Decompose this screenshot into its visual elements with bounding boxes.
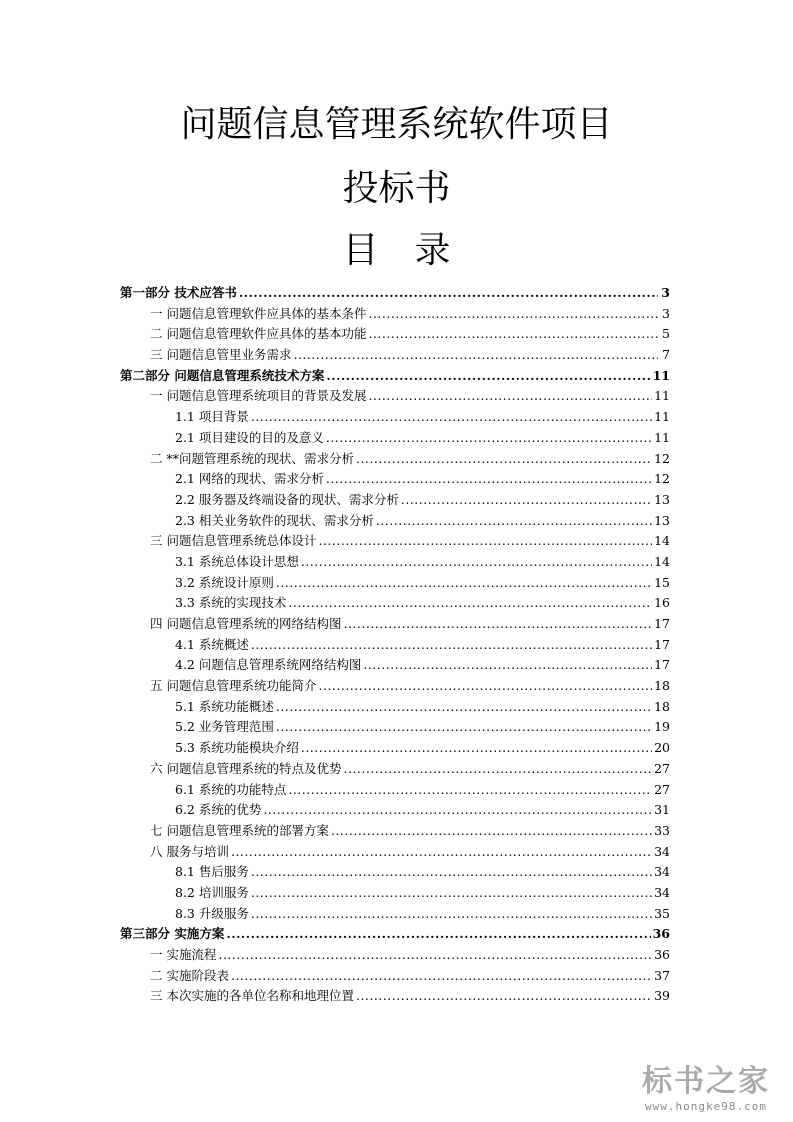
toc-dot-leader (276, 717, 652, 738)
toc-entry-page: 13 (654, 512, 670, 528)
toc-entry-label: 8.1 售后服务 (175, 864, 249, 880)
toc-entry-label: 一 问题信息管理软件应具体的基本条件 (150, 305, 367, 321)
toc-dot-leader (368, 386, 652, 407)
toc-entry[interactable] (120, 490, 670, 511)
toc-entry-page: 15 (654, 574, 670, 590)
toc-dot-leader (239, 283, 658, 304)
watermark-url: www.hongke98.com (645, 1100, 767, 1113)
toc-entry[interactable] (120, 469, 670, 490)
toc-dot-leader (331, 821, 652, 842)
toc-entry-page: 12 (654, 471, 670, 487)
toc-entry-page: 12 (654, 450, 670, 466)
toc-entry-label: 第一部分 技术应答书 (120, 285, 237, 300)
toc-dot-leader (218, 945, 652, 966)
toc-entry-page: 13 (654, 491, 670, 507)
toc-entry[interactable] (120, 780, 670, 801)
toc-entry[interactable] (120, 345, 670, 366)
toc-entry-page: 27 (654, 781, 670, 797)
toc-entry-label: 七 问题信息管理系统的部署方案 (150, 822, 329, 838)
toc-entry-page: 31 (654, 802, 670, 818)
toc-dot-leader (401, 490, 652, 511)
toc-entry[interactable] (120, 986, 670, 1007)
document-subtitle: 投标书 (342, 168, 451, 209)
toc-entry-page: 3 (661, 285, 670, 300)
toc-entry[interactable] (120, 738, 670, 759)
toc-entry-page: 36 (652, 926, 670, 942)
toc-entry-label: 2.1 项目建设的目的及意义 (175, 429, 324, 445)
toc-entry-label: 三 本次实施的各单位名称和地理位置 (150, 988, 354, 1004)
toc-entry[interactable] (120, 614, 670, 635)
toc-dot-leader (368, 304, 658, 325)
toc-entry-label: 三 问题信息管理系统总体设计 (150, 533, 317, 549)
toc-entry-label: 一 问题信息管理系统项目的背景及发展 (150, 388, 367, 404)
toc-entry[interactable] (120, 366, 670, 387)
watermark-name: 标书之家 (642, 1064, 770, 1099)
toc-entry[interactable] (120, 966, 670, 987)
toc-entry[interactable] (120, 635, 670, 656)
toc-entry-page: 16 (654, 595, 670, 611)
toc-dot-leader (326, 366, 650, 387)
toc-dot-leader (231, 842, 652, 863)
toc-entry[interactable] (120, 573, 670, 594)
toc-entry-page: 17 (654, 657, 670, 673)
toc-entry-label: 3.1 系统总体设计思想 (175, 553, 299, 569)
toc-entry[interactable] (120, 800, 670, 821)
toc-entry-page: 11 (652, 367, 670, 383)
toc-entry-label: 5.1 系统功能概述 (175, 698, 274, 714)
toc-entry[interactable] (120, 904, 670, 925)
toc-entry-label: 6.2 系统的优势 (175, 802, 262, 818)
toc-entry-page: 17 (654, 636, 670, 652)
toc-dot-leader (231, 966, 652, 987)
toc-entry-page: 36 (654, 947, 670, 962)
toc-entry-label: 6.1 系统的功能特点 (175, 781, 287, 797)
toc-entry[interactable] (120, 697, 670, 718)
toc-entry-page: 34 (654, 864, 670, 880)
toc-dot-leader (343, 614, 652, 635)
toc-entry-label: 4.1 系统概述 (175, 636, 249, 652)
toc-dot-leader (276, 697, 652, 718)
toc-entry[interactable] (120, 862, 670, 883)
toc-entry-page: 20 (654, 740, 670, 756)
toc-entry[interactable] (120, 924, 670, 945)
toc-entry[interactable] (120, 676, 670, 697)
toc-dot-leader (251, 862, 652, 883)
toc-dot-leader (251, 407, 652, 428)
toc-entry-label: 2.3 相关业务软件的现状、需求分析 (175, 512, 374, 528)
toc-entry[interactable] (120, 407, 670, 428)
toc-dot-leader (356, 986, 652, 1007)
toc-dot-leader (293, 345, 658, 366)
toc-entry[interactable] (120, 449, 670, 470)
toc-entry[interactable] (120, 593, 670, 614)
toc-entry[interactable] (120, 304, 670, 325)
toc-entry-label: 三 问题信息管里业务需求 (150, 347, 292, 363)
toc-dot-leader (318, 676, 652, 697)
toc-entry-page: 33 (654, 822, 670, 838)
toc-entry-label: 3.2 系统设计原则 (175, 574, 274, 590)
toc-entry[interactable] (120, 842, 670, 863)
toc-entry-page: 11 (654, 429, 670, 445)
toc-entry-page: 17 (654, 616, 670, 631)
toc-entry-page: 35 (654, 905, 670, 921)
toc-entry[interactable] (120, 717, 670, 738)
toc-entry-page: 14 (654, 533, 670, 549)
toc-entry-page: 39 (654, 988, 670, 1004)
toc-entry-label: 二 问题信息管理软件应具体的基本功能 (150, 326, 367, 342)
toc-entry-label: 二 实施阶段表 (150, 967, 229, 983)
toc-dot-leader (226, 924, 650, 945)
toc-entry[interactable] (120, 531, 670, 552)
toc-entry-page: 19 (654, 719, 670, 735)
toc-entry-label: 5.3 系统功能模块介绍 (175, 740, 299, 756)
toc-entry-label: 第二部分 问题信息管理系统技术方案 (120, 367, 325, 383)
toc-entry-page: 34 (654, 884, 670, 900)
toc-entry[interactable] (120, 883, 670, 904)
toc-entry-page: 18 (654, 698, 670, 714)
toc-entry-label: 1.1 项目背景 (175, 409, 249, 425)
toc-heading: 目 录 (342, 230, 451, 271)
toc-entry-label: 四 问题信息管理系统的网络结构图 (150, 616, 342, 631)
toc-entry-page: 18 (654, 678, 670, 694)
toc-dot-leader (343, 759, 652, 780)
toc-entry-label: 2.1 网络的现状、需求分析 (175, 471, 324, 487)
toc-dot-leader (376, 511, 652, 532)
toc-entry-label: 8.3 升级服务 (175, 905, 249, 921)
toc-entry-label: 八 服务与培训 (150, 843, 229, 859)
toc-entry[interactable] (120, 324, 670, 345)
toc-entry-page: 34 (654, 843, 670, 859)
toc-entry[interactable] (120, 821, 670, 842)
table-of-contents (120, 283, 670, 1007)
toc-dot-leader (263, 800, 652, 821)
toc-dot-leader (318, 531, 652, 552)
toc-dot-leader (368, 324, 658, 345)
toc-dot-leader (251, 883, 652, 904)
toc-entry-page: 11 (654, 388, 670, 404)
toc-entry-label: 4.2 问题信息管理系统网络结构图 (175, 657, 362, 673)
toc-entry-label: 二 **问题管理系统的现状、需求分析 (150, 450, 354, 466)
toc-entry-label: 第三部分 实施方案 (120, 926, 225, 942)
toc-dot-leader (356, 449, 652, 470)
toc-entry[interactable] (120, 386, 670, 407)
toc-dot-leader (363, 655, 652, 676)
toc-entry[interactable] (120, 552, 670, 573)
toc-entry[interactable] (120, 511, 670, 532)
toc-dot-leader (326, 428, 652, 449)
toc-entry-page: 11 (654, 409, 670, 425)
toc-entry-page: 14 (654, 553, 670, 569)
watermark-logo (631, 1064, 781, 1114)
toc-entry-label: 5.2 业务管理范围 (175, 719, 274, 735)
toc-entry-label: 五 问题信息管理系统功能简介 (150, 678, 317, 694)
toc-entry-page: 27 (654, 760, 670, 776)
toc-dot-leader (276, 573, 652, 594)
toc-dot-leader (288, 780, 652, 801)
toc-dot-leader (251, 904, 652, 925)
toc-entry[interactable] (120, 428, 670, 449)
toc-entry-label: 2.2 服务器及终端设备的现状、需求分析 (175, 491, 399, 507)
document-title: 问题信息管理系统软件项目 (180, 104, 613, 145)
toc-dot-leader (288, 593, 652, 614)
toc-entry[interactable] (120, 655, 670, 676)
toc-entry[interactable] (120, 283, 670, 304)
toc-dot-leader (301, 552, 652, 573)
toc-entry-page: 37 (654, 967, 670, 983)
toc-dot-leader (326, 469, 652, 490)
toc-entry-page: 5 (662, 326, 670, 342)
toc-entry-page: 3 (662, 305, 670, 321)
toc-entry[interactable] (120, 945, 670, 966)
toc-entry-label: 3.3 系统的实现技术 (175, 595, 287, 611)
toc-entry-label: 8.2 培训服务 (175, 884, 249, 900)
toc-entry-label: 六 问题信息管理系统的特点及优势 (150, 760, 342, 776)
toc-dot-leader (301, 738, 652, 759)
toc-entry-page: 7 (662, 347, 670, 363)
toc-dot-leader (251, 635, 652, 656)
toc-entry[interactable] (120, 759, 670, 780)
toc-entry-label: 一 实施流程 (150, 947, 217, 962)
